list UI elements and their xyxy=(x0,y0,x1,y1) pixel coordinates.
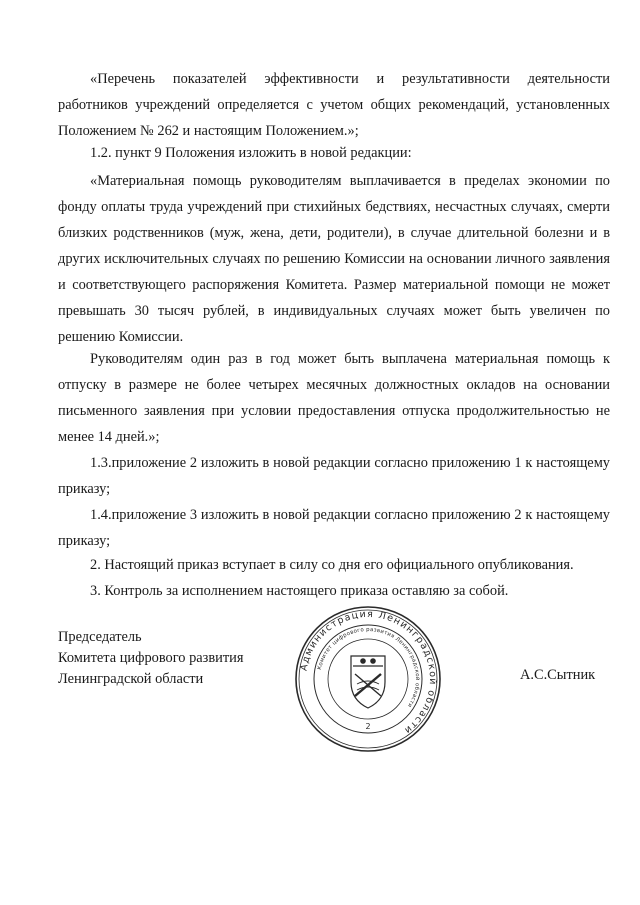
paragraph-item-1-4: 1.4.приложение 3 изложить в новой редакции согласно приложению 2 к настоящему приказу; xyxy=(58,507,610,549)
seal-outer-text: Администрация Ленинградской области xyxy=(298,608,439,737)
signature-position-line2: Комитета цифрового развития xyxy=(58,650,244,666)
paragraph-item-1-2: 1.2. пункт 9 Положения изложить в новой редакции: xyxy=(90,145,412,161)
signatory-name: А.С.Сытник xyxy=(520,667,596,683)
coat-of-arms-icon xyxy=(351,656,385,708)
paragraph-item-3: 3. Контроль за исполнением настоящего приказа оставляю за собой. xyxy=(90,583,509,599)
paragraph-item-2: 2. Настоящий приказ вступает в силу со дня его официального опубликования. xyxy=(90,557,574,573)
paragraph-item-1-3: 1.3.приложение 2 изложить в новой редакции согласно приложению 1 к настоящему приказу; xyxy=(58,455,610,497)
seal-number: 2 xyxy=(365,722,371,731)
seal-inner-text: Комитет цифрового развития Ленинградской области xyxy=(316,626,421,709)
official-seal xyxy=(293,604,443,754)
paragraph-criteria-list: «Перечень показателей эффективности и результативности деятельности работников учреждений определяется с учетом общих рекомендаций, установленных Положением № 262 и настоящим Положением.»; xyxy=(58,71,610,139)
paragraph-material-aid: «Материальная помощь руководителям выплачивается в пределах экономии по фонду оплаты труда учреждений при стихийных бедствиях, несчастных случаях, смерти близких родственников (муж, жена, дети, родители), в случае длительной болезни и в других исключительных случаях по решению Комиссии на основании личного заявления и соответствующего распоряжения Комитета. Размер материальной помощи не может превышать 30 тысяч рублей, в индивидуальных случаях может быть увеличен по решению Комиссии. xyxy=(58,173,610,345)
signature-position-line1: Председатель xyxy=(58,629,142,645)
paragraph-vacation-aid: Руководителям один раз в год может быть выплачена материальная помощь к отпуску в размере не более четырех месячных должностных окладов на основании письменного заявления при условии предоставления отпуска продолжительностью не менее 14 дней.»; xyxy=(58,351,610,445)
signature-position-line3: Ленинградской области xyxy=(58,671,204,687)
signature-block xyxy=(58,627,243,690)
